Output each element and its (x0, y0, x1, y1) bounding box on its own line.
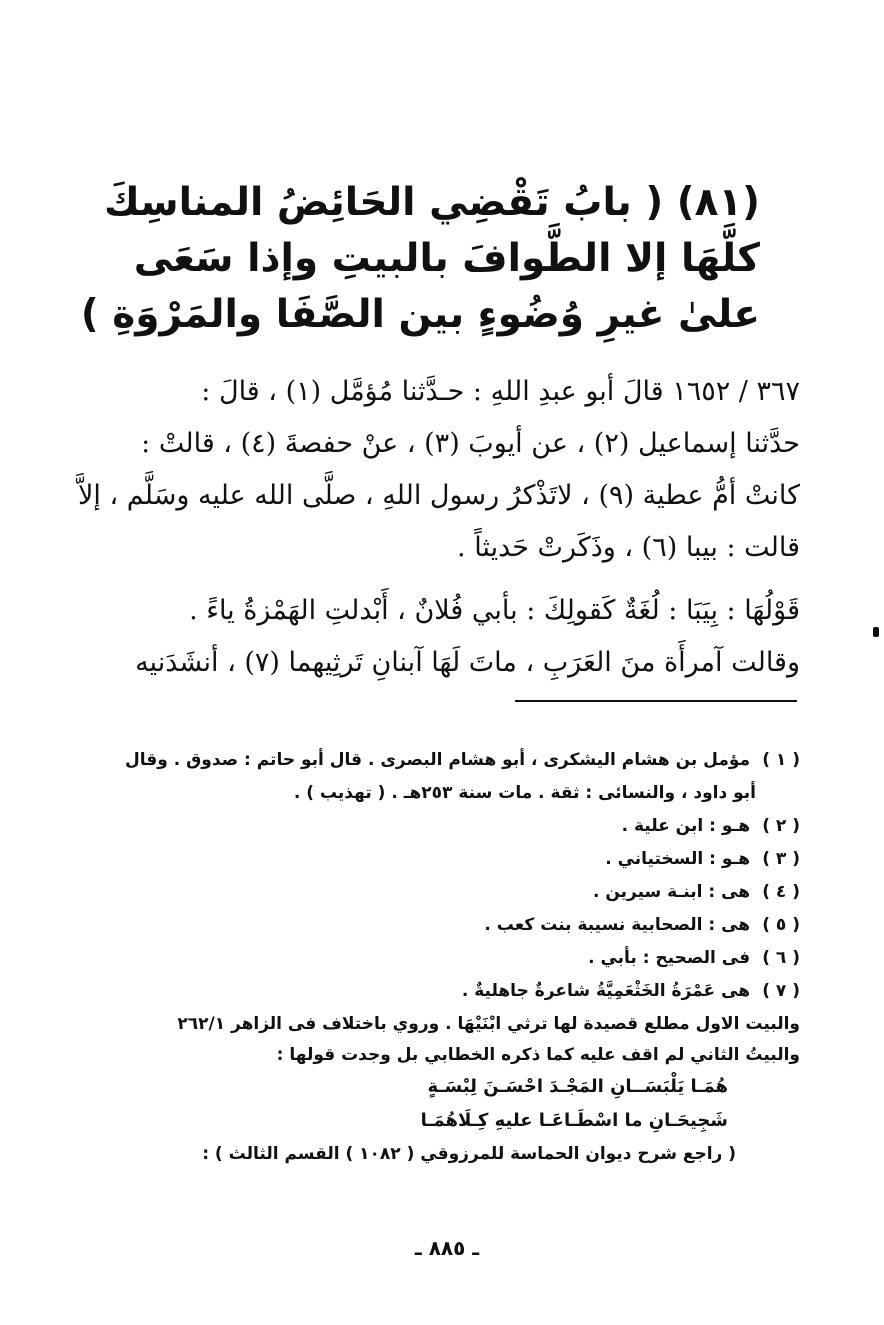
page-number: ـ ٨٨٥ ـ (414, 1236, 480, 1260)
footnote-text: هـو : السختياني . (605, 849, 751, 869)
hadith-line: ٣٦٧ / ١٦٥٢ قالَ أبو عبدِ اللهِ : حـدَّثنا مُؤمَّل (١) ، قالَ : (201, 376, 800, 407)
footnote-number: ( ٣ ) (762, 849, 800, 869)
footnote-reference: ( راجع شرح ديوان الحماسة للمرزوقي ( ١٠٨٢ ) القسم الثالث ) : (202, 1144, 736, 1164)
footnote-number: ( ٤ ) (762, 882, 800, 902)
chapter-heading-line: كلَّهَا إلا الطَّوافَ بالبيتِ وإذا سَعَى (133, 236, 760, 281)
footnote-number: ( ١ ) (762, 750, 800, 770)
poem-verse: هُمَـا يَلْبَسَــانِ المَجْـدَ احْسَـنَ لِبْسَـةٍ (427, 1076, 728, 1097)
footnote-5 (128, 909, 800, 942)
hadith-line: كانتْ أمُّ عطية (٩) ، لاتَذْكرُ رسول اللهِ ، صلَّى الله عليه وسَلَّم ، إلاَّ (78, 480, 800, 511)
commentary-line: قَوْلُهَا : بِيَبَا : لُغَةٌ كَقولِكَ : بأبي فُلانٌ ، أَبْدلتِ الهَمْزةُ ياءً . (189, 595, 800, 626)
footnote-separator (515, 700, 797, 702)
footnote-4 (128, 876, 800, 909)
footnote-number: ( ٦ ) (762, 948, 800, 968)
commentary-line: وقالت آمرأَة منَ العَرَبِ ، ماتَ لَهَا آبنانِ تَرثِيهما (٧) ، أنشَدَنيه (135, 647, 800, 678)
footnote-number: ( ٧ ) (762, 981, 800, 1001)
footnote-1-continued (128, 777, 800, 810)
footnote-3 (128, 843, 800, 876)
footnote-note: والبيتُ الثاني لم اقف عليه كما ذكره الخطابي بل وجدت قولها : (276, 1045, 800, 1065)
footnote-text: أبو داود ، والنسائى : ثقة . مات سنة ٢٥٣هـ . ( تهذيب ) . (293, 783, 756, 803)
commentary-text (130, 585, 800, 689)
hadith-text (78, 366, 800, 574)
footnote-text: مؤمل بن هشام اليشكرى ، أبو هشام البصرى . قال أبو حاتم : صدوق . وقال (124, 750, 751, 770)
chapter-heading-line: (٨١) ( بابُ تَقْضِي الحَائِضُ المناسِكَ (103, 180, 760, 225)
footnote-text: هى : الصحابية نسيبة بنت كعب . (484, 915, 751, 935)
footnote-1 (124, 744, 800, 777)
footnotes (124, 744, 800, 1171)
hadith-line: قالت : بيبا (٦) ، وذَكَرتْ حَديثاً . (457, 532, 800, 563)
footnote-text: فى الصحيح : بأبي . (588, 948, 751, 968)
margin-mark (873, 627, 879, 637)
chapter-heading-line: علىٰ غيرِ وُضُوءٍ بين الصَّفَا والمَرْوَةِ ) (80, 292, 760, 337)
footnote-6 (128, 942, 800, 975)
poem-verse: شَجِيحَـانِ ما اسْطَـاعَـا عليهِ كِـلَاهُمَـا (420, 1110, 728, 1131)
footnote-number: ( ٥ ) (762, 915, 800, 935)
footnote-text: هى : ابنـة سيرين . (592, 882, 751, 902)
hadith-line: حدَّثنا إسماعيل (٢) ، عن أيوبَ (٣) ، عنْ حفصةَ (٤) ، قالتْ : (141, 428, 800, 459)
footnote-2 (128, 810, 800, 843)
footnote-text: هـو : ابن علية . (621, 816, 751, 836)
footnote-number: ( ٢ ) (762, 816, 800, 836)
footnote-7 (128, 975, 800, 1008)
footnote-text: هى عَمْرَةُ الخَثْعَمِيَّةُ شاعرةٌ جاهليةٌ . (461, 981, 751, 1001)
footnote-note: والبيت الاول مطلع قصيدة لها ترثي ابْنَيْهَا . وروي باختلاف فى الزاهر ٢٦٢/١ (177, 1014, 800, 1034)
chapter-heading (80, 175, 760, 343)
